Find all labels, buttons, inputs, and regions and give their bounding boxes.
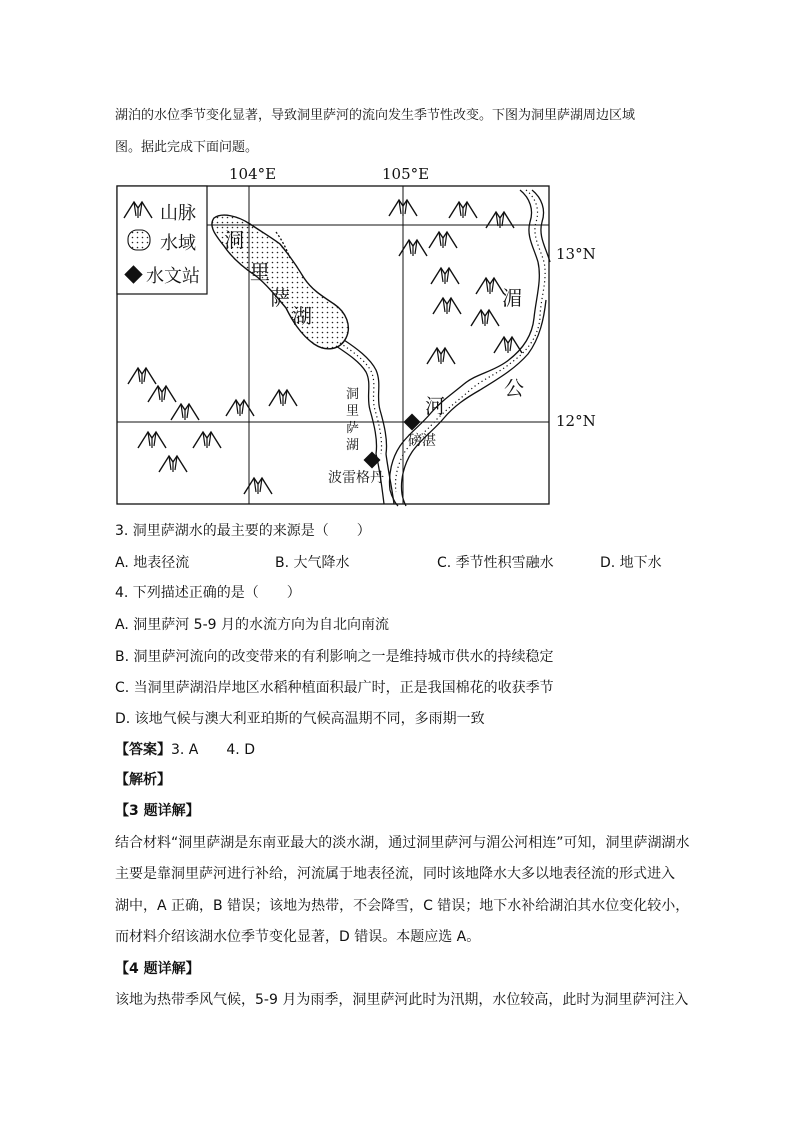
q4-stem: 4. 下列描述正确的是（ ） bbox=[115, 585, 301, 601]
mountain-icon bbox=[226, 400, 254, 416]
q3-option-a: A. 地表径流 bbox=[115, 555, 190, 571]
river-label-char: 湖 bbox=[346, 438, 360, 453]
mountain-icon bbox=[433, 298, 461, 314]
mountain-icon bbox=[269, 390, 297, 406]
mountain-icon bbox=[427, 348, 455, 364]
q3-option-d: D. 地下水 bbox=[600, 555, 662, 571]
lon-104-label: 104°E bbox=[229, 165, 277, 183]
lake-label-char: 萨 bbox=[270, 286, 290, 310]
answer-label: 【答案】 bbox=[115, 742, 171, 758]
mountain-icon bbox=[193, 432, 221, 448]
lon-105-label: 105°E bbox=[382, 165, 430, 183]
lat-12-label: 12°N bbox=[556, 412, 596, 430]
lat-13-label: 13°N bbox=[556, 245, 596, 263]
q3-detail-text: 而材料介绍该湖水位季节变化显著，D 错误。本题应选 A。 bbox=[115, 929, 481, 945]
lake-label-char: 里 bbox=[250, 260, 270, 284]
q3-stem: 3. 洞里萨湖水的最主要的来源是（ ） bbox=[115, 523, 371, 539]
tonle-sap-map bbox=[0, 0, 794, 520]
lake-label-char: 湖 bbox=[292, 304, 312, 328]
answer-line bbox=[115, 739, 255, 759]
river-label-char: 萨 bbox=[346, 421, 360, 436]
river-label-char: 里 bbox=[346, 404, 360, 419]
q4-option-b: B. 洞里萨河流向的改变带来的有利影响之一是维持城市供水的持续稳定 bbox=[115, 649, 554, 665]
mountain-icon bbox=[429, 232, 457, 248]
intro-line-1: 湖泊的水位季节变化显著，导致洞里萨河的流向发生季节性改变。下图为洞里萨湖周边区域 bbox=[115, 108, 636, 123]
q4-option-a: A. 洞里萨河 5-9 月的水流方向为自北向南流 bbox=[115, 617, 389, 633]
mountain-icon bbox=[244, 478, 272, 494]
q3-detail-text: 湖中，A 正确，B 错误；该地为热带，不会降雪，C 错误；地下水补给湖泊其水位变化较小， bbox=[115, 898, 690, 914]
mountain-icon bbox=[431, 268, 459, 284]
q4-detail-text: 该地为热带季风气候，5-9 月为雨季，洞里萨河此时为汛期，水位较高，此时为洞里萨河注入 bbox=[115, 992, 689, 1008]
q3-option-b: B. 大气降水 bbox=[275, 555, 350, 571]
mekong-label-char: 河 bbox=[425, 394, 445, 418]
legend-mountain-label: 山脉 bbox=[160, 203, 196, 224]
mountain-icon bbox=[494, 337, 522, 353]
mountain-icon bbox=[171, 404, 199, 420]
station-label-prek-kdam: 波雷格丹 bbox=[328, 470, 384, 486]
q4-option-d: D. 该地气候与澳大利亚珀斯的气候高温期不同，多雨期一致 bbox=[115, 711, 485, 727]
mekong-label-char: 湄 bbox=[502, 286, 522, 310]
mountain-icon bbox=[159, 456, 187, 472]
legend-water-label: 水域 bbox=[160, 233, 196, 254]
q3-detail-text: 主要是靠洞里萨河进行补给，河流属于地表径流，同时该地降水大多以地表径流的形式进入 bbox=[115, 866, 675, 882]
q4-option-c: C. 当洞里萨湖沿岸地区水稻种植面积最广时，正是我国棉花的收获季节 bbox=[115, 680, 554, 696]
mountain-icon bbox=[449, 202, 477, 218]
q4-detail-heading: 【4 题详解】 bbox=[115, 961, 200, 977]
water-icon bbox=[128, 230, 150, 250]
mountain-icon bbox=[138, 432, 166, 448]
mountain-icon bbox=[128, 368, 156, 384]
river-label-char: 洞 bbox=[346, 387, 360, 402]
q3-option-c: C. 季节性积雪融水 bbox=[437, 555, 554, 571]
station-icon bbox=[404, 414, 421, 431]
mountain-icon bbox=[148, 386, 176, 402]
mountain-icon bbox=[471, 310, 499, 326]
mountain-icon bbox=[486, 212, 514, 228]
q3-detail-text: 结合材料“洞里萨湖是东南亚最大的淡水湖，通过洞里萨河与湄公河相连”可知，洞里萨湖湖水 bbox=[115, 835, 690, 851]
q3-detail-heading: 【3 题详解】 bbox=[115, 803, 200, 819]
station-label-kampong-cham: 磅湛 bbox=[408, 433, 436, 449]
lake-label-char: 洞 bbox=[224, 228, 244, 252]
intro-line-2: 图。据此完成下面问题。 bbox=[115, 140, 259, 155]
legend-station-label: 水文站 bbox=[146, 266, 200, 287]
mountain-icon bbox=[476, 278, 504, 294]
answer-value: 3. A 4. D bbox=[171, 742, 255, 758]
analysis-label: 【解析】 bbox=[115, 772, 171, 788]
mekong-label-char: 公 bbox=[504, 376, 524, 400]
